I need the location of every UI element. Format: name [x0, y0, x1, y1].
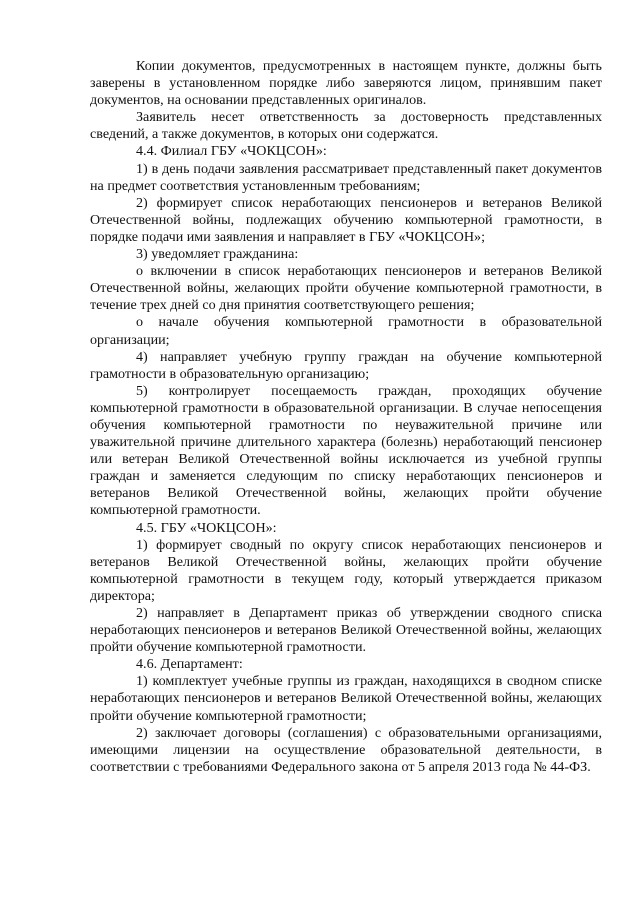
- paragraph: 2) заключает договоры (соглашения) с образовательными организациями, имеющими лицензии на осуществление образовательной деятельности, в соответствии с требованиями Федерального закона от 5 апреля 2013 года № 44-ФЗ.: [90, 724, 602, 775]
- paragraph: 5) контролирует посещаемость граждан, проходящих обучение компьютерной грамотности в образовательной организации. В случае непосещения обучения компьютерной грамотности по неуважительной причине или уважительной причине длительного характера (болезнь) неработающий пенсионер или ветеран Великой Отечественной войны исключается из учебной группы граждан и заменяется следующим по списку неработающих пенсионеров и ветеранов Великой Отечественной войны, желающих пройти обучение компьютерной грамотности.: [90, 382, 602, 519]
- paragraph: 2) направляет в Департамент приказ об утверждении сводного списка неработающих пенсионеров и ветеранов Великой Отечественной войны, желающих пройти обучение компьютерной грамотности.: [90, 605, 602, 656]
- paragraph: 1) формирует сводный по округу список неработающих пенсионеров и ветеранов Великой Отечественной войны, желающих пройти обучение компьютерной грамотности в текущем году, который утверждается приказом директора;: [90, 536, 602, 604]
- paragraph: 3) уведомляет гражданина:: [136, 246, 299, 263]
- document-body: [90, 58, 602, 776]
- paragraph: 1) комплектует учебные группы из граждан, находящихся в сводном списке неработающих пенсионеров и ветеранов Великой Отечественной войны, желающих пройти обучение компьютерной грамотности;: [90, 673, 602, 724]
- paragraph: 2) формирует список неработающих пенсионеров и ветеранов Великой Отечественной войны, подлежащих обучению компьютерной грамотности, в порядке подачи ими заявления и направляет в ГБУ «ЧОКЦСОН»;: [90, 194, 602, 245]
- paragraph: о начале обучения компьютерной грамотности в образовательной организации;: [90, 314, 602, 348]
- paragraph: о включении в список неработающих пенсионеров и ветеранов Великой Отечественной войны, желающих пройти обучение компьютерной грамотности, в течение трех дней со дня принятия соответствующего решения;: [90, 263, 602, 314]
- section-heading: 4.6. Департамент:: [136, 656, 243, 673]
- paragraph: 1) в день подачи заявления рассматривает представленный пакет документов на предмет соответствия установленным требованиям;: [90, 160, 602, 194]
- section-heading: 4.4. Филиал ГБУ «ЧОКЦСОН»:: [136, 143, 327, 160]
- paragraph: 4) направляет учебную группу граждан на обучение компьютерной грамотности в образовательную организацию;: [90, 348, 602, 382]
- section-heading: 4.5. ГБУ «ЧОКЦСОН»:: [136, 519, 277, 536]
- paragraph: Заявитель несет ответственность за достоверность представленных сведений, а также документов, в которых они содержатся.: [90, 109, 602, 143]
- paragraph: Копии документов, предусмотренных в настоящем пункте, должны быть заверены в установленном порядке либо заверяются лицом, принявшим пакет документов, на основании представленных оригиналов.: [90, 58, 602, 109]
